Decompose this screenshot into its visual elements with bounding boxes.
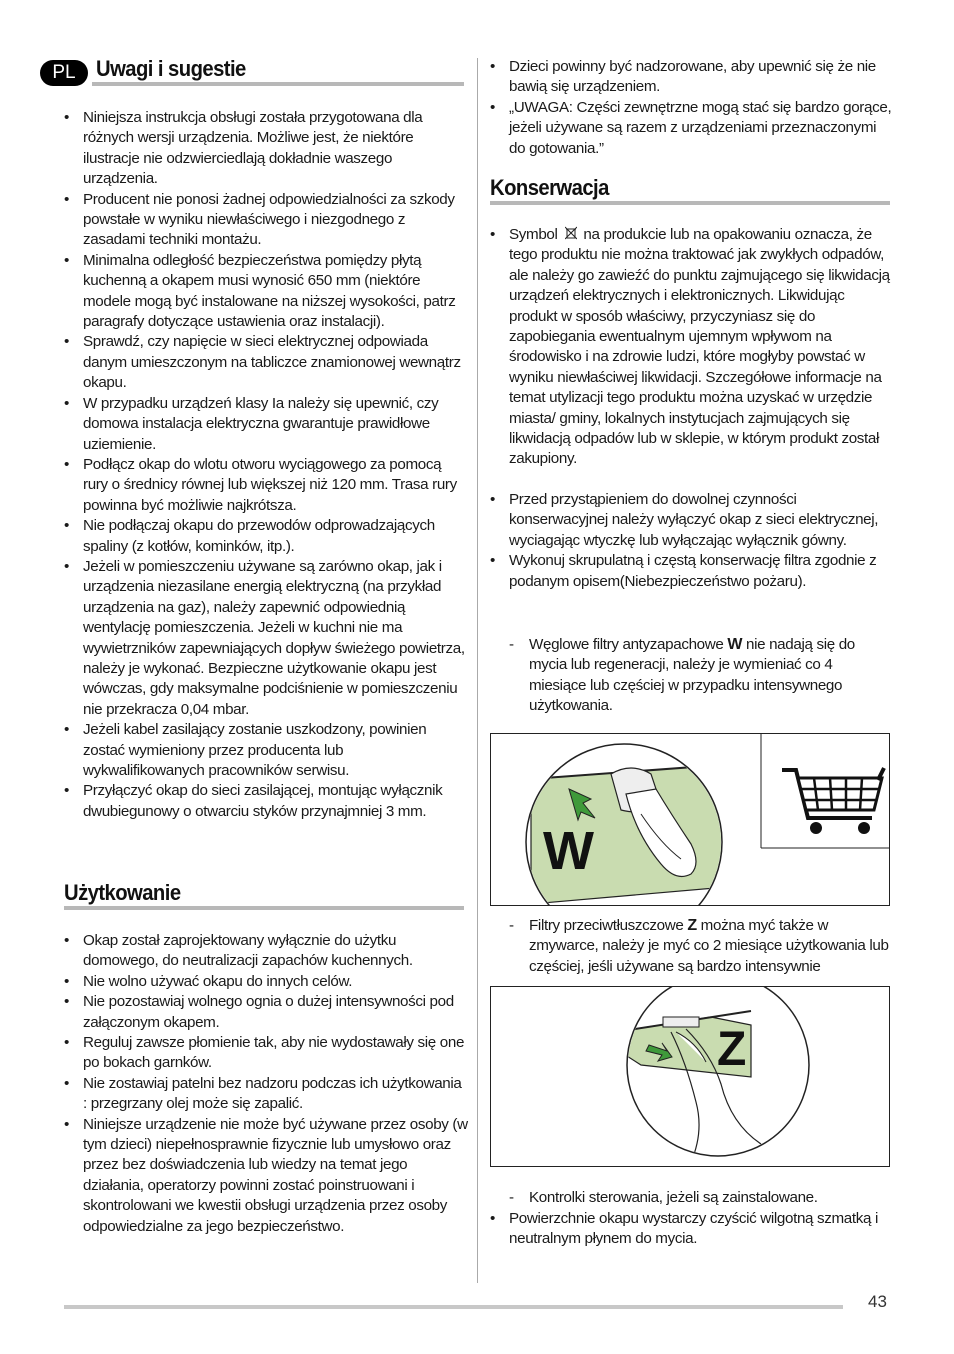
list-item: • Nie pozostawiaj wolnego ognia o dużej intensywności pod załączonym okapem. [64, 992, 468, 1033]
heading-rule [92, 82, 464, 86]
wheelie-bin-icon [565, 226, 577, 240]
list-item: • Nie podłączaj okapu do przewodów odprowadzających spaliny (z kotłów, kominków, itp.). [64, 516, 468, 557]
list-item: - Filtry przeciwtłuszczowe Z można myć także w zmywarce, należy je myć co 2 miesiące użytkowania lub częściej, jeśli używane są bardzo intensywnie [509, 916, 889, 977]
column-divider [477, 58, 478, 1283]
carbon-filter-figure [490, 733, 890, 906]
grease-filter-figure [490, 986, 890, 1167]
grease-filter-illustration [491, 987, 889, 1166]
heading-rule [64, 906, 464, 910]
list-item: • Podłącz okap do wlotu otworu wyciągowego za pomocą rury o średnicy równej lub większej niż 120 mm. Trasa rury powinna być możliwie najkrótsza. [64, 455, 468, 516]
language-badge: PL [40, 60, 88, 86]
heading-maintenance: Konserwacja [490, 175, 609, 200]
list-item: • Jeżeli w pomieszczeniu używane są zarówno okap, jak i urządzenia niezasilane energią elektryczną (na przykład urządzenia na gaz), należy zapewnić odpowiednią wentylację pomieszczenia. Jeżeli w kuchni nie ma wywietrzników zapewniających dopływ świeżego powietrza, należy je wykonać. Bezpieczne użytkowanie okapu jest wówczas, gdy maksymalne podciśnienie w pomieszczeniu nie przekracza 0,04 mbar. [64, 557, 468, 720]
list-item: • Nie wolno używać okapu do innych celów. [64, 972, 468, 992]
list-item: • Jeżeli kabel zasilający zostanie uszkodzony, powinien zostać wymieniony przez producenta lub wykwalifikowanych pracowników serwisu. [64, 720, 468, 781]
safety-list [490, 57, 892, 159]
filter-removal-illustration [491, 734, 889, 905]
list-item: • Nie zostawiaj patelni bez nadzoru podczas ich użytkowania : przegrzany olej może się zapalić. [64, 1074, 468, 1115]
usage-list [64, 931, 468, 1237]
list-item: • Niniejsza instrukcja obsługi została przygotowana dla różnych wersji urządzenia. Możliwe jest, że niektóre ilustracje nie odzwierciedlają dokładnie waszego urządzenia. [64, 108, 468, 190]
carbon-filter-note [509, 635, 889, 717]
list-item: • „UWAGA: Części zewnętrzne mogą stać się bardzo gorące, jeżeli używane są razem z urządzeniami przeznaczonymi do gotowania.” [490, 98, 892, 159]
heading-usage: Użytkowanie [64, 880, 181, 905]
list-item: • Reguluj zawsze płomienie tak, aby nie wydostawały się one po bokach garnków. [64, 1033, 468, 1074]
list-item: • W przypadku urządzeń klasy Ia należy się upewnić, czy domowa instalacja elektryczna gwarantuje prawidłowe uziemienie. [64, 394, 468, 455]
list-item: • Minimalna odległość bezpieczeństwa pomiędzy płytą kuchenną a okapem musi wynosić 650 mm (niektóre modele mogą być instalowane na niższej wysokości, patrz paragrafy dotyczące ustawienia oraz instalacji). [64, 251, 468, 333]
list-item: • Sprawdź, czy napięcie w sieci elektrycznej odpowiada danym umieszczonym na tabliczce znamionowej wewnątrz okapu. [64, 332, 468, 393]
heading-notes: Uwagi i sugestie [96, 56, 246, 81]
list-item: • Producent nie ponosi żadnej odpowiedzialności za szkody powstałe w wyniku niewłaściwego i niezgodnego z zasadami techniki montażu. [64, 190, 468, 251]
surface-cleaning-list [490, 1209, 892, 1250]
list-item: • Dzieci powinny być nadzorowane, aby upewnić się że nie bawią się urządzeniem. [490, 57, 892, 98]
footer-rule [64, 1305, 843, 1309]
maintenance-list [490, 225, 892, 470]
list-item: - Węglowe filtry antyzapachowe W nie nadają się do mycia lub regeneracji, należy je wymieniać co 4 miesiące lub częściej w przypadku intensywnego użytkowania. [509, 635, 889, 717]
grease-filter-note [509, 916, 889, 977]
list-item: • Niniejsze urządzenie nie może być używane przez osoby (w tym dzieci) niepełnosprawnie fizycznie lub umysłowo oraz przez bez doświadczenia lub wiedzy na temat jego działania, operatorzy powinni zostać poinstruowani i skontrolowani we kwestii obsługi urządzenia przez osoby odpowiedzialne za jego bezpieczeństwo. [64, 1115, 468, 1237]
list-item: • Symbol na produkcie lub na opakowaniu oznacza, że tego produktu nie można traktować jak zwykłych odpadów, ale należy go zawieźć do punktu zajmującego się likwidacją urządzeń elektrycznych i elektronicznych. Likwidując produkt w sposób właściwy, przyczyniasz się do zapobiegania ewentualnym ujemnym wpływom na środowisko i na zdrowie ludzi, które mogłyby powstać w wyniku niewłaściwej likwidacji. Szczegółowe informacje na temat utylizacji tego produktu można uzyskać w urzędzie miasta/ gminy, lokalnych instytucjach zajmujących się likwidacją odpadów lub w sklepie, w którym produkt został zakupiony. [490, 225, 892, 470]
figure-letter-w: W [543, 821, 594, 881]
list-item: • Wykonuj skrupulatną i częstą konserwację filtra zgodnie z podanym opisem(Niebezpieczeństwo pożaru). [490, 551, 892, 592]
list-item: • Przyłączyć okap do sieci zasilającej, montując wyłącznik dwubiegunowy o otwarciu styków przynajmniej 3 mm. [64, 781, 468, 822]
list-item: • Powierzchnie okapu wystarczy czyścić wilgotną szmatką i neutralnym płynem do mycia. [490, 1209, 892, 1250]
list-item: - Kontrolki sterowania, jeżeli są zainstalowane. [509, 1188, 889, 1208]
figure-letter-z: Z [717, 1023, 747, 1076]
maintenance-list-2 [490, 490, 892, 592]
list-item: • Okap został zaprojektowany wyłącznie do użytku domowego, do neutralizacji zapachów kuchennych. [64, 931, 468, 972]
notes-list [64, 108, 468, 822]
page-number: 43 [868, 1292, 887, 1311]
heading-rule [490, 201, 890, 205]
list-item: • Przed przystąpieniem do dowolnej czynności konserwacyjnej należy wyłączyć okap z sieci elektrycznej, wyciagając wtyczkę lub wyłączając wyłącznik gówny. [490, 490, 892, 551]
shopping-cart-icon [782, 768, 884, 834]
controls-note [509, 1188, 889, 1208]
